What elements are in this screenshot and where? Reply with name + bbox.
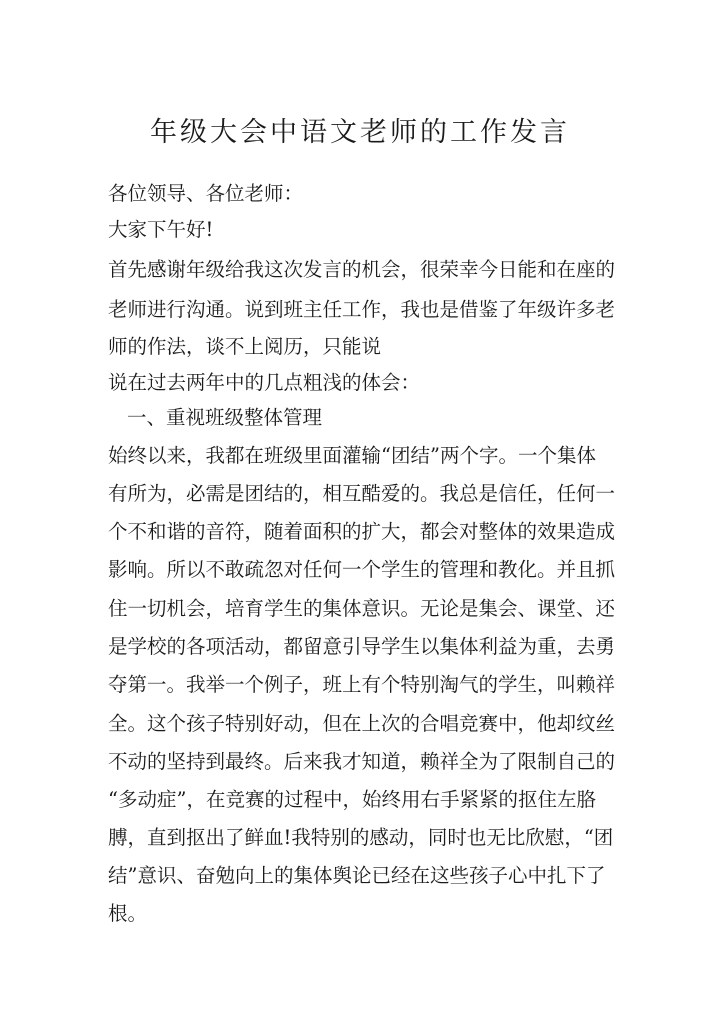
salutation-line: 各位领导、各位老师：	[108, 182, 304, 205]
body-line: 始终以来，我都在班级里面灌输“团结”两个字。一个集体	[108, 444, 596, 467]
body-line: 个不和谐的音符，随着面积的扩大，都会对整体的效果造成	[108, 520, 616, 543]
body-line: 有所为，必需是团结的，相互酷爱的。我总是信任，任何一	[108, 482, 616, 505]
greeting-line: 大家下午好!	[108, 218, 214, 241]
body-line: 师的作法，谈不上阅历，只能说	[108, 335, 382, 358]
body-line: 说在过去两年中的几点粗浅的体会：	[108, 371, 421, 394]
document-title: 年级大会中语文老师的工作发言	[150, 117, 570, 148]
body-line: 结”意识、奋勉向上的集体舆论已经在这些孩子心中扎下了	[108, 864, 606, 887]
body-line: 膊，直到抠出了鲜血!我特别的感动，同时也无比欣慰，“团	[108, 826, 614, 849]
section-heading: 一、重视班级整体管理	[127, 406, 323, 429]
body-line: 住一切机会，培育学生的集体意识。无论是集会、课堂、还	[108, 597, 616, 620]
body-line: 不动的坚持到最终。后来我才知道，赖祥全为了限制自己的	[108, 750, 616, 773]
body-line: 影响。所以不敢疏忽对任何一个学生的管理和教化。并且抓	[108, 558, 616, 581]
body-line: 首先感谢年级给我这次发言的机会，很荣幸今日能和在座的	[108, 258, 616, 281]
body-line: 老师进行沟通。说到班主任工作，我也是借鉴了年级许多老	[108, 298, 616, 321]
body-line: 全。这个孩子特别好动，但在上次的合唱竞赛中，他却纹丝	[108, 712, 616, 735]
body-line: 根。	[108, 902, 148, 925]
body-line: 是学校的各项活动，都留意引导学生以集体利益为重，去勇	[108, 635, 616, 658]
body-line: “多动症”，在竞赛的过程中，始终用右手紧紧的抠住左胳	[108, 788, 596, 811]
body-line: 夺第一。我举一个例子，班上有个特别淘气的学生，叫赖祥	[108, 673, 616, 696]
